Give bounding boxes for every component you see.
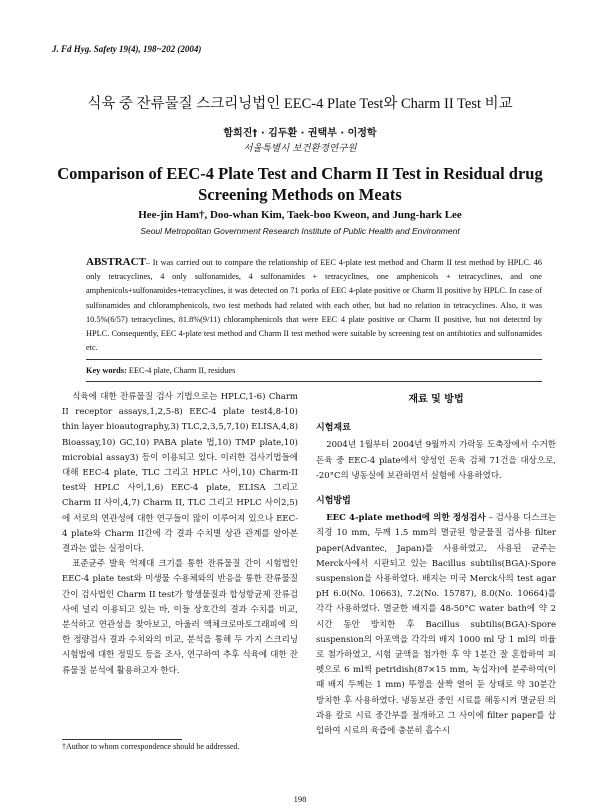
keywords-text: EEC-4 plate, Charm II, residues [128, 366, 236, 375]
materials-paragraph: 2004년 1월부터 2004년 9월까지 가락동 도축장에서 수거한 돈육 중 EEC-4 plate에서 양성인 돈육 검체 71건을 대상으로, -20°C의 냉동실에 보관하면서 실험에 사용하였다. [316, 440, 556, 481]
subsection-title-materials: 시험재료 [316, 423, 351, 434]
abstract-block [86, 255, 542, 355]
keywords-label: Key words: [86, 366, 127, 375]
keywords-line [86, 366, 235, 375]
korean-title: 식육 중 잔류물질 스크리닝법인 EEC-4 Plate Test와 Charm II Test 비교 [87, 96, 513, 112]
abstract-text: – It was carried out to compare the relationship of EEC 4-plate test method and Charm II test method by HPLC. 46 only tetracyclines, 4 only sulfonamides, 4 sulfonamides + tetracyclines, one amphenicols + tetracyclines, and one amphenicols+sulfonamides+tetracyclines, it was detected on 71 porks of EEC 4-plate positive or Charm II positive by HPLC. In case of sulfonamides and chloramphenicols, two test methods had related with each other, but had no relation in tetracyclines. Also, it was 10.5%(6/57) tetracyclines, 81.8%(9/11) chloramphenicols that were EEC 4 plate positive or Charm II positive, but not detectrd by HPLC. Consequently, EEC 4-plate test method and Charm II test method were suitable by screening test on antibiotics and sulfonamides etc. [86, 258, 542, 353]
methods-text: – 검사용 디스크는 직경 10 mm, 두께 1.5 mm의 멸균된 항균물질 검사용 filter paper(Advantec, Japan)를 사용하였고, 사용된 균주는 Merck사에서 시판되고 있는 Bacillus subtilis(BGA)-Spore suspension을 사용하였다. 배지는 미국 Merck사의 test agar pH 6.0(No. 10663), 7.2(No. 15787), 8.0(No. 10664)를 각각 사용하였다. 멸균한 배지를 48-50°C water bath에 약 2시간 동안 방치한 후 Bacillus subtilis(BGA)-Spore suspension의 아포액을 각각의 배지 1000 ml 당 1 ml의 비율로 첨가하였고, 시험 균액을 첨가한 후 약 1분간 잘 혼합하여 피펫으로 6 ml씩 petridish(87×15 mm, 녹십자)에 분주하여(이때 배지 두께는 1 mm) 뚜껑을 살짝 열어 둔 상태로 약 30분간 방치한 후 사용하였다. 냉동보관 중인 시료를 해동시켜 멸균된 의과용 칼로 시료 중간부를 절개하고 그 사이에 filter paper를 삽입하여 시료의 육즙에 충분히 흡수시 [316, 513, 556, 737]
right-column [316, 390, 556, 739]
subsection-title-methods: 시험방법 [316, 496, 351, 507]
section-title-materials-methods: 재료 및 방법 [408, 394, 464, 405]
english-authors: Hee-jin Ham†, Doo-whan Kim, Taek-boo Kweon, and Jung-hark Lee [138, 209, 462, 221]
intro-paragraph-2: 표준균주 발육 억제대 크기를 통한 잔류물질 간이 시험법인 EEC-4 plate test와 미생물 수용체와의 반응을 통한 잔류물질 간이 검사법인 Charm II test가 항생물질과 합성항균제 잔류검사에 널리 이용되고 있는 바, 이들 상호간의 결과 수치를 비교, 분석하고 연관성을 찾아보고, 아울러 액체크로마토그래피에 의한 정량검사 결과 수치와의 비교, 분석을 통해 두 가지 스크리닝 시험법에 대한 정밀도 등을 조사, 연구하여 추후 식육에 대한 잔류물질 분석에 활용하고자 한다. [62, 559, 298, 676]
korean-affiliation: 서울특별시 보건환경연구원 [243, 143, 357, 154]
english-affiliation: Seoul Metropolitan Government Research Institute of Public Health and Environment [140, 226, 460, 236]
abstract-label: ABSTRACT [86, 256, 146, 268]
page-number: 198 [293, 794, 307, 804]
footnote: †Author to whom correspondence should be addressed. [62, 742, 240, 751]
abstract-divider-top [86, 359, 542, 360]
keywords-divider-bottom [86, 381, 542, 382]
footnote-divider [62, 739, 182, 740]
methods-paragraph [316, 511, 556, 739]
english-title: Comparison of EEC-4 Plate Test and Charm II Test in Residual drug Screening Methods on Meats [57, 164, 543, 204]
methods-runin-title: EEC 4-plate method에 의한 정성검사 [326, 513, 486, 524]
intro-paragraph-1: 식육에 대한 잔류물질 검사 기법으로는 HPLC,1-6) Charm II receptor assays,1,2,5-8) EEC-4 plate test4,8-10) thin layer bioautography,3) TLC,2,3,5,7,10) ELISA,4,8) Bioassay,10) GC,10) PABA plate 법,10) TMP plate,10) microbial assay3) 등이 이용되고 있다. 이러한 검사기법들에 대해 EEC-4 plate, TLC 그리고 HPLC 사이,10) Charm-II test와 HPLC 사이,1,6) EEC-4 plate, ELISA 그리고 Charm II 사이,4,7) Charm II, TLC 그리고 HPLC 사이2,5)에 서로의 연관성에 대한 연구들이 많이 이루어져 있으나 EEC-4 plate와 Charm II간에 각 결과 수치별 상관 관계를 알아본 결과는 없는 실정이다. [62, 392, 299, 555]
left-column [62, 390, 298, 679]
korean-authors: 함희진† · 김두환 · 권택부 · 이정학 [223, 128, 377, 139]
journal-reference: J. Fd Hyg. Safety 19(4), 198~202 (2004) [52, 44, 202, 54]
